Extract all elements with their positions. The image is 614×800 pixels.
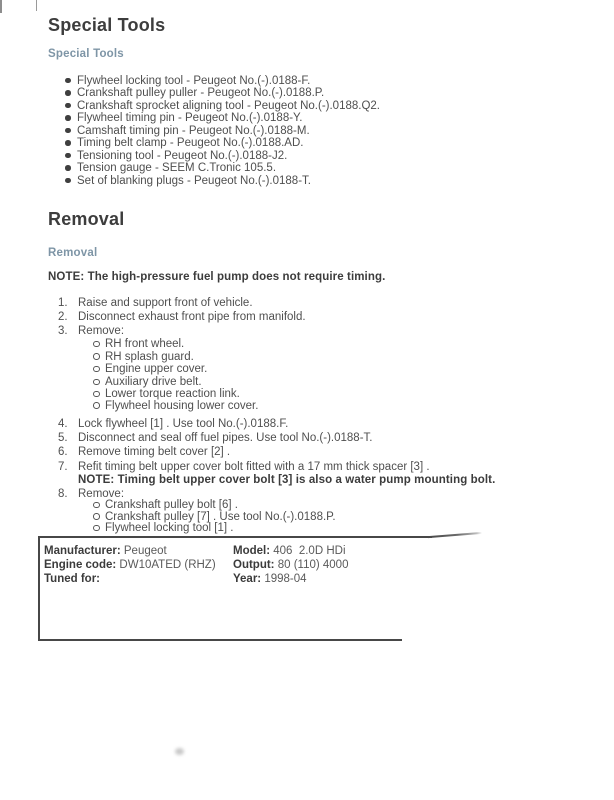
step-number: 1. bbox=[58, 296, 68, 309]
tool-item-text: Flywheel timing pin - Peugeot No.(-).0188-Y. bbox=[77, 112, 303, 124]
tool-list-item bbox=[48, 112, 604, 125]
disc-bullet-icon bbox=[65, 140, 71, 146]
circle-bullet-icon bbox=[93, 525, 100, 532]
step-text: Raise and support front of vehicle. bbox=[78, 296, 253, 309]
circle-bullet-icon bbox=[93, 502, 100, 509]
sub-item-text: Crankshaft pulley bolt [6] . bbox=[105, 499, 238, 511]
tool-item-text: Timing belt clamp - Peugeot No.(-).0188.AD. bbox=[77, 137, 304, 149]
step-text: Disconnect exhaust front pipe from manifold. bbox=[78, 311, 306, 323]
info-label: Engine code: bbox=[44, 559, 117, 571]
step-text: Refit timing belt upper cover bolt fitted with a 17 mm thick spacer [3] . bbox=[78, 460, 430, 473]
tool-list-item bbox=[48, 137, 604, 150]
info-value: 1998-04 bbox=[264, 572, 307, 585]
sub-item-row bbox=[48, 522, 604, 535]
scan-edge-artifact bbox=[0, 0, 2, 13]
disc-bullet-icon bbox=[65, 90, 71, 96]
special-tools-subheading: Special Tools bbox=[48, 48, 124, 60]
step-number: 7. bbox=[58, 460, 68, 473]
scan-line-artifact bbox=[36, 0, 38, 11]
circle-bullet-icon bbox=[93, 366, 100, 373]
disc-bullet-icon bbox=[65, 128, 71, 134]
sub-item-text: Flywheel housing lower cover. bbox=[105, 399, 259, 412]
sub-item-row bbox=[48, 400, 604, 413]
step-number: 6. bbox=[58, 446, 68, 459]
table-border-top bbox=[38, 536, 432, 538]
tool-list-item bbox=[48, 125, 604, 138]
info-label: Model: bbox=[233, 545, 271, 557]
water-pump-bolt-note: NOTE: Timing belt upper cover bolt [3] is also a water pump mounting bolt. bbox=[78, 474, 496, 486]
scan-smudge-artifact bbox=[175, 748, 184, 755]
info-label: Output: bbox=[233, 559, 275, 571]
removal-subheading: Removal bbox=[48, 247, 98, 259]
step-number: 2. bbox=[58, 311, 68, 323]
step-row bbox=[48, 311, 604, 324]
tool-item-text: Tensioning tool - Peugeot No.(-).0188-J2. bbox=[77, 149, 288, 162]
tool-item-text: Camshaft timing pin - Peugeot No.(-).0188-M. bbox=[77, 124, 310, 137]
circle-bullet-icon bbox=[93, 513, 100, 520]
info-label: Year: bbox=[233, 572, 262, 585]
circle-bullet-icon bbox=[93, 379, 100, 386]
tool-list-item bbox=[48, 100, 604, 113]
step-number: 3. bbox=[58, 324, 68, 337]
step-text: Remove timing belt cover [2] . bbox=[78, 446, 231, 459]
sub-item-text: Flywheel locking tool [1] . bbox=[105, 522, 234, 534]
tool-list-item bbox=[48, 162, 604, 175]
tool-item-text: Crankshaft pulley puller - Peugeot No.(-).0188.P. bbox=[77, 87, 325, 99]
disc-bullet-icon bbox=[65, 103, 71, 109]
tool-item-text: Flywheel locking tool - Peugeot No.(-).0188-F. bbox=[77, 74, 311, 87]
removal-heading: Removal bbox=[48, 209, 125, 229]
tool-list-item bbox=[48, 175, 604, 188]
info-label: Manufacturer: bbox=[44, 545, 121, 557]
step-number: 8. bbox=[58, 487, 68, 500]
tool-item-text: Crankshaft sprocket aligning tool - Peugeot No.(-).0188.Q2. bbox=[77, 99, 380, 112]
tool-list-item bbox=[48, 87, 604, 100]
sub-item-row bbox=[48, 376, 604, 389]
tool-item-text: Tension gauge - SEEM C.Tronic 105.5. bbox=[77, 162, 277, 174]
disc-bullet-icon bbox=[65, 165, 71, 171]
table-row bbox=[0, 573, 614, 587]
step-row bbox=[48, 446, 604, 459]
info-value: 80 (110) 4000 bbox=[277, 559, 349, 571]
sub-item-text: RH splash guard. bbox=[105, 350, 194, 363]
sub-item-row bbox=[48, 351, 604, 364]
step-row bbox=[48, 418, 604, 431]
step-text: Lock flywheel [1] . Use tool No.(-).0188.F. bbox=[78, 418, 289, 430]
special-tools-heading: Special Tools bbox=[48, 15, 166, 35]
step-row bbox=[48, 461, 604, 474]
disc-bullet-icon bbox=[65, 115, 71, 121]
tool-item-text: Set of blanking plugs - Peugeot No.(-).0188-T. bbox=[77, 174, 311, 187]
info-label: Tuned for: bbox=[44, 572, 100, 585]
step-number: 4. bbox=[58, 418, 68, 430]
sub-item-text: RH front wheel. bbox=[105, 338, 185, 350]
step-row bbox=[48, 325, 604, 338]
tool-list-item bbox=[48, 75, 604, 88]
step-row bbox=[48, 432, 604, 445]
step-text: Remove: bbox=[78, 487, 125, 500]
disc-bullet-icon bbox=[65, 78, 71, 84]
disc-bullet-icon bbox=[65, 178, 71, 184]
info-value: 406 2.0D HDi bbox=[273, 545, 346, 557]
info-value: DW10ATED (RHZ) bbox=[119, 559, 216, 571]
table-border-bottom bbox=[38, 639, 402, 641]
circle-bullet-icon bbox=[93, 353, 100, 360]
sub-item-row bbox=[48, 338, 604, 351]
sub-item-text: Lower torque reaction link. bbox=[105, 388, 240, 400]
fuel-pump-note: NOTE: The high-pressure fuel pump does not require timing. bbox=[48, 271, 386, 283]
tool-list-item bbox=[48, 150, 604, 163]
disc-bullet-icon bbox=[65, 153, 71, 159]
sub-item-row bbox=[48, 363, 604, 376]
step-text: Remove: bbox=[78, 324, 125, 337]
step-number: 5. bbox=[58, 432, 68, 444]
sub-item-text: Engine upper cover. bbox=[105, 363, 208, 376]
step-row bbox=[48, 297, 604, 310]
circle-bullet-icon bbox=[93, 402, 100, 409]
sub-item-text: Crankshaft pulley [7] . Use tool No.(-).0188.P. bbox=[105, 510, 336, 523]
table-row bbox=[0, 545, 614, 559]
circle-bullet-icon bbox=[93, 341, 100, 348]
step-text: Disconnect and seal off fuel pipes. Use tool No.(-).0188-T. bbox=[78, 432, 373, 444]
circle-bullet-icon bbox=[93, 391, 100, 398]
table-row bbox=[0, 559, 614, 573]
sub-item-text: Auxiliary drive belt. bbox=[105, 376, 202, 388]
info-value: Peugeot bbox=[123, 545, 167, 557]
